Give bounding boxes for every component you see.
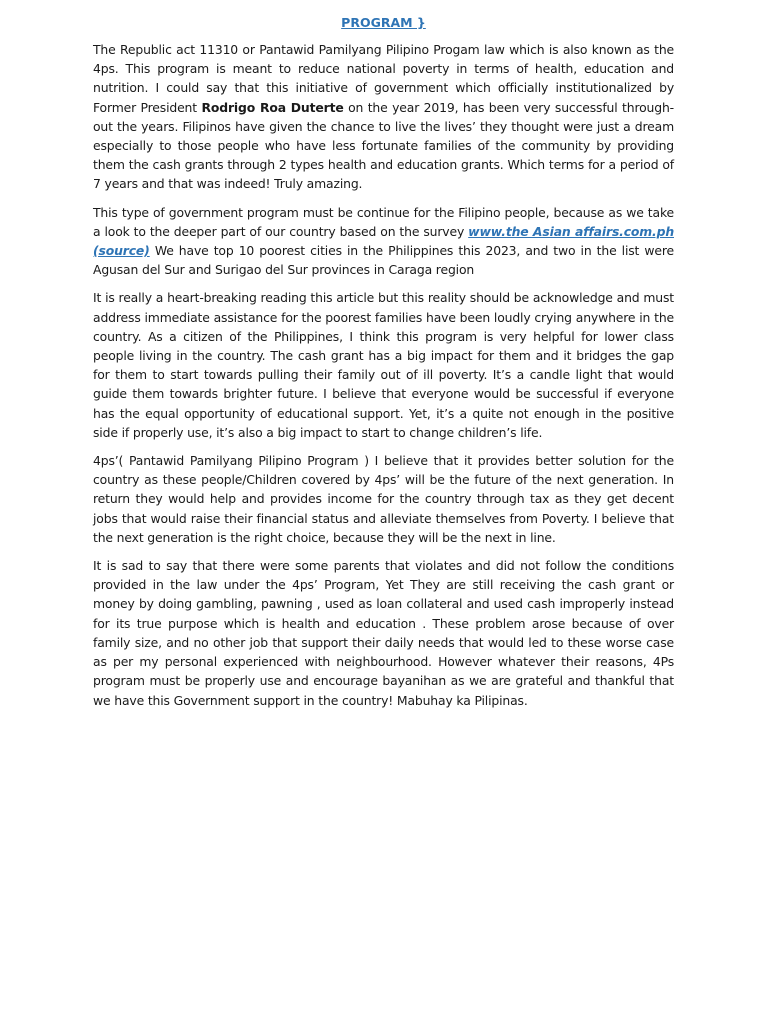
paragraph-2 xyxy=(93,203,674,280)
paragraph-1-text-a: The Republic act 11310 or Pantawid Pamilyang Pilipino Progam law which is also known as the 4ps. This program is meant to reduce national poverty in terms of health, education and nutrition. I could say that this initiative of government which officially institutionalized by Former President xyxy=(93,42,674,115)
paragraph-2-text-b: We have top 10 poorest cities in the Philippines this 2023, and two in the list were Agusan del Sur and Surigao del Sur provinces in Caraga region xyxy=(93,243,674,278)
president-name: Rodrigo Roa Duterte xyxy=(201,99,344,115)
title-link[interactable]: PROGRAM } xyxy=(341,15,426,30)
paragraph-3: It is really a heart-breaking reading this article but this reality should be acknowledge and must address immediate assistance for the poorest families have been loudly crying anywhere in the country. As a citizen of the Philippines, I think this program is very helpful for lower class people living in the country. The cash grant has a big impact for them and it bridges the gap for them to start towards pulling their family out of ill poverty. It’s a candle light that would guide them towards brighter future. I believe that everyone would be successful if everyone has the equal opportunity of educational support. Yet, it’s a quite not enough in the positive side if properly use, it’s also a big impact to start to change children’s life. xyxy=(93,290,674,440)
document-title xyxy=(93,14,674,32)
paragraph-5: It is sad to say that there were some parents that violates and did not follow the conditions provided in the law under the 4ps’ Program, Yet They are still receiving the cash grant or money by doing gambling, pawning , used as loan collateral and used cash improperly instead for its true purpose which is health and education . These problem arose because of over family size, and no other job that support their daily needs that would led to these worse case as per my personal experienced with neighbourhood. However whatever their reasons, 4Ps program must be properly use and encourage bayanihan as we are grateful and thankful that we have this Government support in the country! Mabuhay ka Pilipinas. xyxy=(93,558,674,708)
paragraph-4: 4ps’( Pantawid Pamilyang Pilipino Program ) I believe that it provides better solution for the country as these people/Children covered by 4ps’ will be the future of the next generation. In return they would help and provides income for the country through tax as they get decent jobs that would raise their financial status and alleviate themselves from Poverty. I believe that the next generation is the right choice, because they will be the next in line. xyxy=(93,453,674,545)
paragraph-2-text-a: This type of government program must be continue for the Filipino people, because as we take a look to the deeper part of our country based on the survey xyxy=(93,204,674,239)
source-link[interactable]: www.the Asian affairs.com.ph (source) xyxy=(93,223,674,259)
paragraph-1 xyxy=(93,40,674,194)
paragraph-1-text-b: on the year 2019, has been very successful through-out the years. Filipinos have given the chance to live the lives’ they thought were just a dream especially to those people who have less fortunate families of the community by providing them the cash grants through 2 types health and education grants. Which terms for a period of 7 years and that was indeed! Truly amazing. xyxy=(93,99,674,192)
document-page xyxy=(93,14,674,719)
